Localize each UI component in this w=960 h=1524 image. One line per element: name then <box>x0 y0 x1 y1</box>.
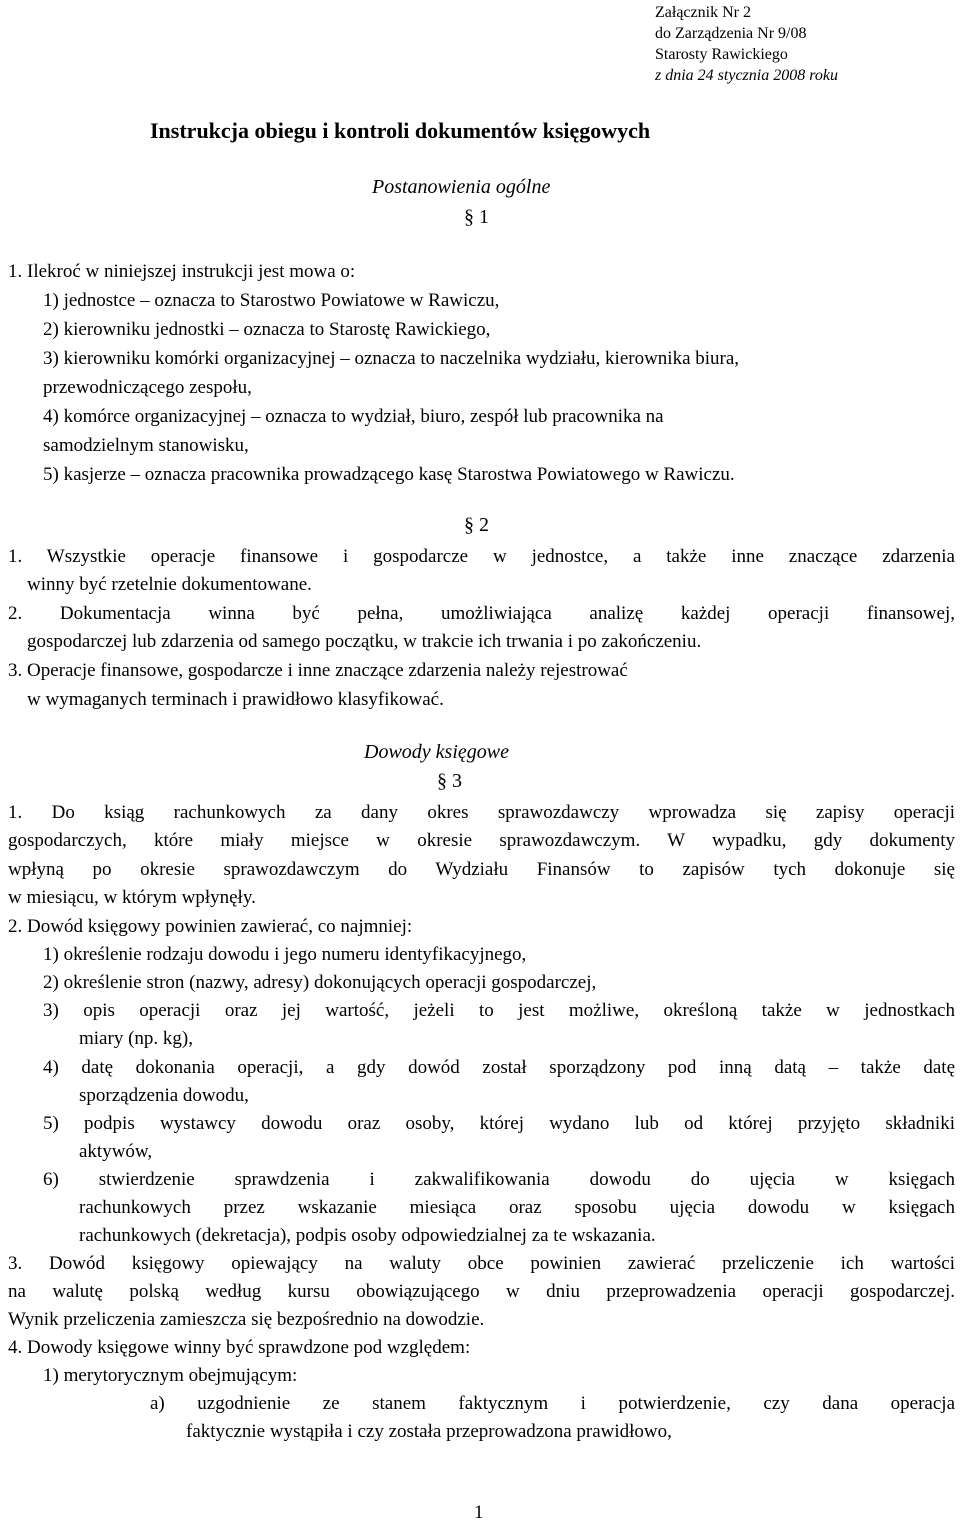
text-line: rachunkowych przez wskazanie miesiąca oraz sposobu ujęcia dowodu w księgach <box>79 1197 955 1218</box>
text-line: 1. Do ksiąg rachunkowych za dany okres sprawozdawczy wprowadza się zapisy operacji <box>8 802 955 823</box>
text-line: rachunkowych (dekretacja), podpis osoby odpowiedzialnej za te wskazania. <box>79 1225 656 1246</box>
text-line: 4. Dowody księgowe winny być sprawdzone pod względem: <box>8 1337 471 1358</box>
text-line: 1) jednostce – oznacza to Starostwo Powiatowe w Rawiczu, <box>43 290 500 311</box>
paragraph-number: § 1 <box>464 206 489 228</box>
text-line: sporządzenia dowodu, <box>79 1085 249 1106</box>
section-heading-documents: Dowody księgowe <box>364 741 509 763</box>
text-line: 1. Wszystkie operacje finansowe i gospodarcze w jednostce, a także inne znaczące zdarzenia <box>8 546 955 567</box>
text-line: 1. Ilekroć w niniejszej instrukcji jest mowa o: <box>8 261 356 282</box>
text-line: 3) kierowniku komórki organizacyjnej – oznacza to naczelnika wydziału, kierownika biura, <box>43 348 740 369</box>
text-line: 3) opis operacji oraz jej wartość, jeżeli to jest możliwe, określoną także w jednostkach <box>43 1000 955 1021</box>
text-line: wpłyną po okresie sprawozdawczym do Wydziału Finansów to zapisów tych dokonuje się <box>8 859 955 880</box>
text-line: a) uzgodnienie ze stanem faktycznym i potwierdzenie, czy dana operacja <box>150 1393 955 1414</box>
text-line: przewodniczącego zespołu, <box>43 377 252 398</box>
text-line: na walutę polską według kursu obowiązującego w dniu przeprowadzenia operacji gospodarczej. <box>8 1281 955 1302</box>
text-line: samodzielnym stanowisku, <box>43 435 249 456</box>
document-title: Instrukcja obiegu i kontroli dokumentów księgowych <box>150 118 651 143</box>
paragraph-number: § 2 <box>464 514 489 536</box>
text-line: gospodarczej lub zdarzenia od samego początku, w trakcie ich trwania i po zakończeniu. <box>27 631 702 652</box>
text-line: gospodarczych, które miały miejsce w okresie sprawozdawczym. W wypadku, gdy dokumenty <box>8 830 955 851</box>
attachment-line: Starosty Rawickiego <box>655 46 788 63</box>
text-line: 4) komórce organizacyjnej – oznacza to wydział, biuro, zespół lub pracownika na <box>43 406 664 427</box>
attachment-line: do Zarządzenia Nr 9/08 <box>655 25 807 42</box>
text-line: 3. Dowód księgowy opiewający na waluty obce powinien zawierać przeliczenie ich wartości <box>8 1253 955 1274</box>
section-heading-general: Postanowienia ogólne <box>372 176 551 198</box>
text-line: faktycznie wystąpiła i czy została przeprowadzona prawidłowo, <box>186 1421 672 1442</box>
attachment-line: Załącznik Nr 2 <box>655 4 751 21</box>
text-line: winny być rzetelnie dokumentowane. <box>27 574 312 595</box>
text-line: 3. Operacje finansowe, gospodarcze i inne znaczące zdarzenia należy rejestrować <box>8 660 628 681</box>
text-line: Wynik przeliczenia zamieszcza się bezpośrednio na dowodzie. <box>8 1309 485 1330</box>
text-line: w miesiącu, w którym wpłynęły. <box>8 887 256 908</box>
attachment-note <box>655 2 838 86</box>
text-line: 6) stwierdzenie sprawdzenia i zakwalifikowania dowodu do ujęcia w księgach <box>43 1169 955 1190</box>
paragraph-number: § 3 <box>437 770 462 792</box>
text-line: w wymaganych terminach i prawidłowo klasyfikować. <box>27 689 444 710</box>
text-line: 2. Dowód księgowy powinien zawierać, co najmniej: <box>8 916 413 937</box>
attachment-line: z dnia 24 stycznia 2008 roku <box>655 67 838 84</box>
text-line: 2) kierowniku jednostki – oznacza to Starostę Rawickiego, <box>43 319 491 340</box>
text-line: aktywów, <box>79 1141 153 1162</box>
text-line: 1) merytorycznym obejmującym: <box>43 1365 298 1386</box>
text-line: 5) kasjerze – oznacza pracownika prowadzącego kasę Starostwa Powiatowego w Rawiczu. <box>43 464 735 485</box>
text-line: 4) datę dokonania operacji, a gdy dowód został sporządzony pod inną datą – także datę <box>43 1057 955 1078</box>
text-line: 5) podpis wystawcy dowodu oraz osoby, której wydano lub od której przyjęto składniki <box>43 1113 955 1134</box>
text-line: 1) określenie rodzaju dowodu i jego numeru identyfikacyjnego, <box>43 944 527 965</box>
text-line: 2) określenie stron (nazwy, adresy) dokonujących operacji gospodarczej, <box>43 972 597 993</box>
text-line: miary (np. kg), <box>79 1028 193 1049</box>
page-number: 1 <box>474 1502 484 1523</box>
text-line: 2. Dokumentacja winna być pełna, umożliwiająca analizę każdej operacji finansowej, <box>8 603 955 624</box>
